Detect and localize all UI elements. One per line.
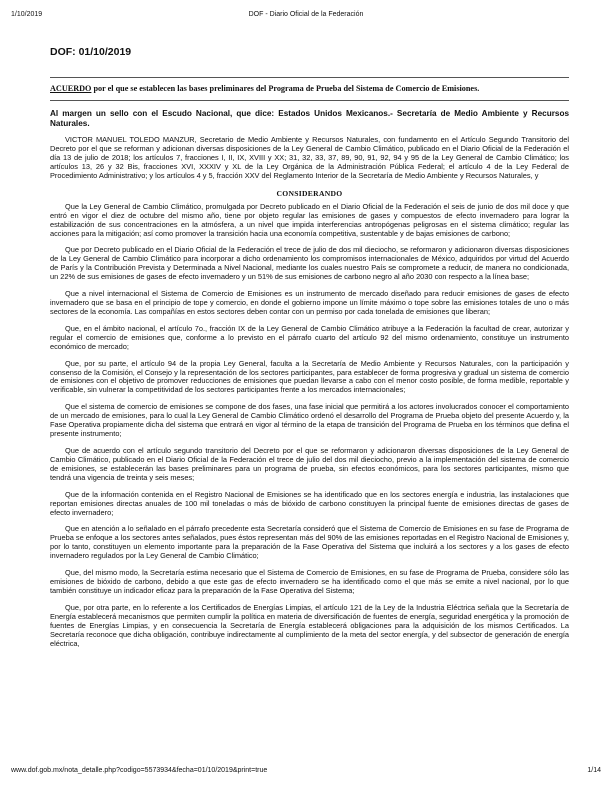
considerando-paragraph: Que de acuerdo con el artículo segundo transitorio del Decreto por el que se reformaron y adicionaron diversas disposiciones de la Ley General de Cambio Climático, publicado en el Diario Oficial de la Federación el trece de julio del dos mil dieciocho, previo a la implementación del sistema de comercio de emisiones, se establecerán las bases preliminares para un programa de prueba, sin efectos económicos, para los sectores participantes, mismo que tendrá una vigencia de treinta y seis meses; (50, 445, 569, 482)
considerando-paragraph: Que, en el ámbito nacional, el artículo 7o., fracción IX de la Ley General de Cambio Climático atribuye a la Federación la facultad de crear, autorizar y regular el comercio de emisiones que, conforme a lo previsto en el párrafo cuarto del artículo 92 del mismo ordenamiento, constituye un instrumento económico de mercado; (50, 323, 569, 351)
considerando-paragraph: Que en atención a lo señalado en el párrafo precedente esta Secretaría consideró que el Sistema de Comercio de Emisiones en su fase de Programa de Prueba se enfoque a los sectores antes señalados, pues éstos representan más del 90% de las emisiones reportadas en el Registro Nacional de Emisiones y, por lo tanto, constituyen un elemento importante para la preparación de la Fase Operativa del Sistema que incluirá a los sectores y a los gases de efecto invernadero regulados por la Ley General de Cambio Climático; (50, 524, 569, 561)
page-number: 1/14 (587, 767, 601, 774)
intro-paragraph: VICTOR MANUEL TOLEDO MANZUR, Secretario de Medio Ambiente y Recursos Naturales, con fundamento en el Artículo Segundo Transitorio del Decreto por el que se reforman y adicionan diversas disposiciones de la Ley General de Cambio Climático, publicado en el Diario Oficial de la Federación el día 13 de julio de 2018; los artículos 7, fracciones I, II, IX, XVIII y XX; 31, 32, 33, 37, 89, 90, 91, 92, 94 y 95 de la Ley General de Cambio Climático; los artículos 13, 26 y 32 Bis, fracciones XVI, XXXIV y XL de la Ley Orgánica de la Administración Pública Federal; el artículo 4 de la Ley Federal de Procedimiento Administrativo; y los artículos 4 y 5, fracción XXV del Reglamento Interior de la Secretaría de Medio Ambiente y Recursos Naturales, y (50, 135, 569, 180)
considerando-paragraph: Que, por otra parte, en lo referente a los Certificados de Energías Limpias, el artículo 121 de la Ley de la Industria Eléctrica señala que la Secretaría de Energía establecerá mecanismos que permiten cumplir la política en materia de diversificación de fuentes de energía, seguridad energética y la promoción de fuentes de Energías Limpias, y en consecuencia la Secretaría de Energía establecerá obligaciones para la adquisición de los mismos Certificados. La Secretaría reconoce que dicha obligación, contribuye indirectamente al cumplimiento de la meta del sector energía, y del subsector de generación de energía eléctrica, (50, 602, 569, 648)
margin-note: Al margen un sello con el Escudo Nacional, que dice: Estados Unidos Mexicanos.- Secretaría de Medio Ambiente y Recursos Naturales. (50, 109, 569, 128)
document-body (50, 46, 569, 657)
site-title: DOF - Diario Oficial de la Federación (248, 11, 364, 18)
considerando-paragraph: Que la Ley General de Cambio Climático, promulgada por Decreto publicado en el Diario Oficial de la Federación el seis de junio de dos mil doce y que entró en vigor el diez de octubre del mismo año, tiene por objeto regular las emisiones de gases y compuestos de efecto invernadero para lograr la estabilización de sus concentraciones en la atmósfera, a un nivel que impida interferencias antropógenas peligrosas en el sistema climático; regular las acciones para la mitigación; así como promover la transición hacia una economía competitiva, sustentable y de bajas emisiones de carbono; (50, 201, 569, 238)
considerando-paragraph: Que por Decreto publicado en el Diario Oficial de la Federación el trece de julio de dos mil dieciocho, se reformaron y adicionaron diversas disposiciones de la Ley General de Cambio Climático para incorporar a dicho ordenamiento los compromisos internacionales de México, adquiridos por virtud del Acuerdo de París y la Contribución Prevista y Determinada a Nivel Nacional, mediante los cuales nuestro País se compromete a reducir, de manera no condicionada, un 22% de sus emisiones de gases de efecto invernadero y un 51% de sus emisiones de carbono negro al año 2030 con respecto a la línea base; (50, 245, 569, 282)
considerando-paragraph: Que, por su parte, el artículo 94 de la propia Ley General, faculta a la Secretaría de Medio Ambiente y Recursos Naturales, con la participación y consenso de la Comisión, el Consejo y la representación de los sectores participantes, para establecer de forma progresiva y gradual un sistema de comercio de emisiones con el objetivo de promover reducciones de emisiones que puedan llevarse a cabo con el menor costo posible, de forma medible, reportable y verificable, sin vulnerar la competitividad de los sectores participantes frente a los mercados internacionales; (50, 358, 569, 395)
considerando-paragraph: Que el sistema de comercio de emisiones se compone de dos fases, una fase inicial que permitirá a los actores involucrados conocer el comportamiento de un mercado de emisiones, para lo cual la Ley General de Cambio Climático ordenó el desarrollo del Programa de Prueba objeto del presente Acuerdo y, la Fase Operativa propiamente dicha del sistema que entrará en vigor al término de la etapa de transición del Programa de Prueba en los términos que defina el presente instrumento; (50, 402, 569, 439)
acuerdo-title (50, 84, 569, 94)
document-date-title: DOF: 01/10/2019 (50, 46, 132, 58)
page-url: www.dof.gob.mx/nota_detalle.php?codigo=5573934&fecha=01/10/2019&print=true (11, 767, 268, 774)
divider-top (50, 77, 569, 78)
print-date: 1/10/2019 (11, 11, 43, 18)
considerando-paragraph: Que de la información contenida en el Registro Nacional de Emisiones se ha identificado que en los sectores energía e industria, las instalaciones que reportan emisiones directas anuales de 100 mil toneladas o más de bióxido de carbono constituyen la principal fuente de emisiones directas de gases de efecto invernadero; (50, 489, 569, 517)
acuerdo-label: ACUERDO (50, 84, 92, 93)
considerando-paragraph: Que, del mismo modo, la Secretaría estima necesario que el Sistema de Comercio de Emisiones, en su fase de Programa de Prueba, considere sólo las emisiones de bióxido de carbono, debido a que este gas de efecto invernadero se ha identificado como el que más se emite a nivel nacional, por lo que también constituye un indicador eficaz para la preparación de la Fase Operativa del Sistema; (50, 568, 569, 596)
divider-bottom (50, 100, 569, 101)
considerando-paragraph: Que a nivel internacional el Sistema de Comercio de Emisiones es un instrumento de mercado diseñado para reducir emisiones de gases de efecto invernadero que se basa en el principio de tope y comercio, en donde el gobierno impone un límite máximo o tope sobre las emisiones totales de uno o más sectores de la economía. Las compañías en estos sectores deben contar con un permiso por cada tonelada de emisiones que liberan; (50, 289, 569, 316)
section-title: CONSIDERANDO (276, 188, 343, 198)
print-footer (11, 767, 601, 779)
print-header (11, 11, 601, 23)
acuerdo-text: por el que se establecen las bases preliminares del Programa de Prueba del Sistema de Comercio de Emisiones. (91, 84, 480, 93)
